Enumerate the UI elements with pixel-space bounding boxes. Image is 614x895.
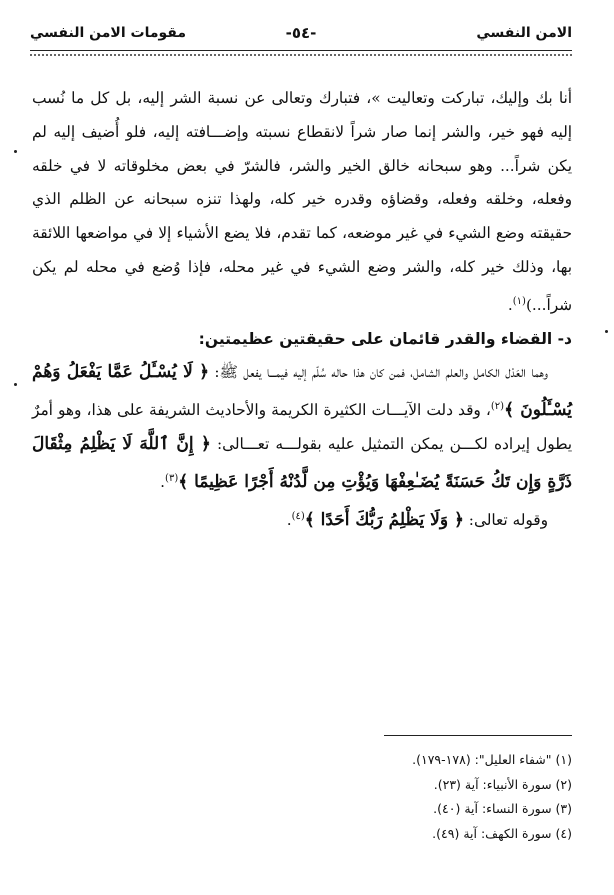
footnote-separator	[384, 735, 572, 736]
section-heading: د- القضاء والقدر قائمان على حقيقتين عظيمتين:	[198, 329, 572, 348]
header-rule	[30, 50, 572, 51]
footnote-1: (١) "شفاء العليل": (١٧٨-١٧٩).	[412, 752, 572, 767]
paragraph-3-end: .	[286, 510, 292, 529]
chapter-title: مقومات الامن النفسي	[30, 25, 187, 41]
quran-verse-1: ﴿ لَا يُسْـَٔلُ عَمَّا يَفْعَلُ وَهُمْ يُسْـَٔلُونَ ﴾	[32, 362, 572, 421]
book-title: الامن النفسي	[476, 25, 572, 41]
paragraph-3	[32, 500, 572, 538]
footnote-ref-1: (١)	[512, 295, 526, 307]
footnote-ref-4: (٤)	[291, 510, 305, 522]
footnotes	[250, 748, 572, 846]
quran-verse-3: ﴿ وَلَا يَظْلِمُ رَبُّكَ أَحَدًا ﴾	[304, 509, 464, 530]
scan-speck	[14, 150, 17, 153]
paragraph-1	[32, 82, 572, 323]
paragraph-1-text: أنا بك وإليك، تباركت وتعاليت »، فتبارك وتعالى عن نسبة الشر إليه، بل كل ما نُسب إليه فهو خير، والشر إنما صار شراً لانقطاع نسبته وإضـــافته إليه، فلو أُضيف إليه لم يكن شراً... وهو سبحانه خالق الخير والشر، فالشرّ في بعض مخلوقاته لا في خلقه وفعله، وخلقه وفعله، وقضاؤه وقدره خير كله، ولهذا تنزه سبحانه عن الظلم الذي حقيقته وضع الشيء في غير موضعه، كما تقدم، فلا يضع الأشياء إلا في مواضعها اللائقة بها، وذلك خير كله، والشر وضع الشيء في غير محله، فإذا وُضع في محله لم يكن شراً...)	[32, 89, 572, 314]
footnote-2: (٢) سورة الأنبياء: آية (٢٣).	[433, 776, 572, 792]
running-header	[30, 20, 572, 46]
footnote-3: (٣) سورة النساء: آية (٤٠).	[433, 801, 572, 816]
scan-speck	[605, 330, 608, 333]
main-text	[32, 82, 572, 538]
footnote-4: (٤) سورة الكهف: آية (٤٩).	[432, 825, 572, 841]
paragraph-2-text-a: وهما العَدْل الكامل والعلم الشامل، فمن كان هذا حاله سُلّم إليه فيمـــا يفعل ﷺ:	[209, 363, 548, 382]
footnote-ref-3: (٣)	[165, 472, 179, 484]
paragraph-1-end: .	[507, 295, 513, 314]
paragraph-2	[32, 356, 572, 499]
scan-speck	[14, 383, 17, 386]
paragraph-2-end: .	[160, 473, 166, 492]
paragraph-2-text-b: ، وقد دلت الآيـــات الكثيرة الكريمة والأحاديث الشريفة على هذا، وهو أمرٌ يطول إيراده لكـــن يمكن التمثيل عليه بقولـــه تعـــالى:	[32, 401, 572, 454]
quran-verse-2: ﴿ إِنَّ ٱللَّهَ لَا يَظْلِمُ مِثْقَالَ ذَرَّةٍ وَإِن تَكُ حَسَنَةً يُضَـٰعِفْهَا وَيُؤْتِ مِن لَّدُنْهُ أَجْرًا عَظِيمًا ﴾	[32, 434, 572, 493]
page-number: -٥٤-	[285, 24, 317, 42]
paragraph-3-text: وقوله تعالى:	[463, 510, 548, 529]
header-dotted-rule	[30, 54, 572, 56]
footnote-ref-2: (٢)	[490, 401, 505, 413]
